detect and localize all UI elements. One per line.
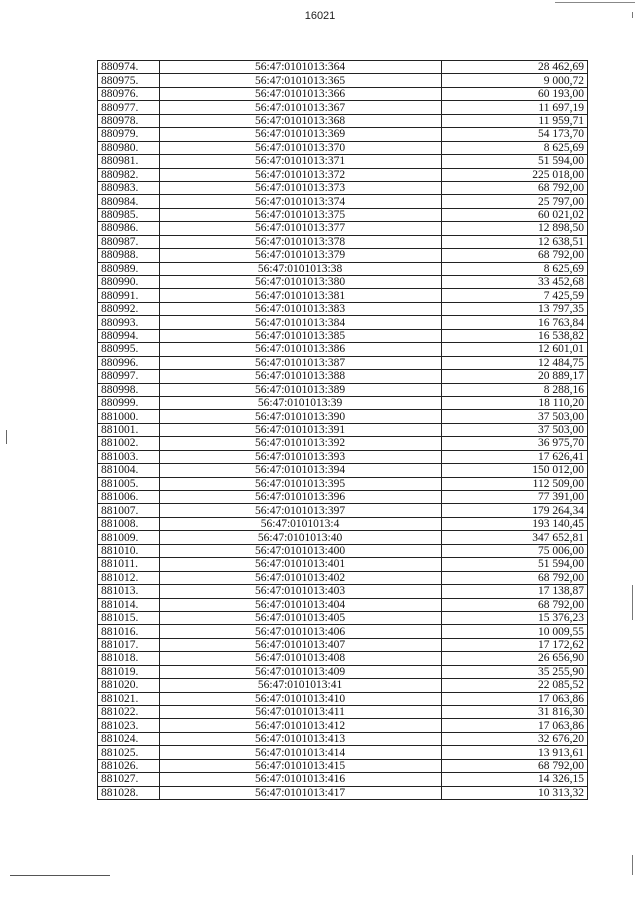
cadastral-value: 18 110,20: [441, 396, 588, 409]
row-number: 881017.: [98, 638, 160, 651]
table-row: [98, 706, 588, 719]
cadastral-number: 56:47:0101013:364: [159, 61, 441, 74]
cadastral-number: 56:47:0101013:38: [159, 262, 441, 275]
table-row: [98, 74, 588, 87]
table-row: [98, 155, 588, 168]
table-row: [98, 491, 588, 504]
cadastral-value: 11 697,19: [441, 101, 588, 114]
cadastral-number: 56:47:0101013:415: [159, 759, 441, 772]
cadastral-number: 56:47:0101013:392: [159, 437, 441, 450]
cadastral-value: 20 889,17: [441, 370, 588, 383]
cadastral-value: 17 063,86: [441, 719, 588, 732]
cadastral-value: 15 376,23: [441, 611, 588, 624]
table-row: [98, 611, 588, 624]
cadastral-number: 56:47:0101013:378: [159, 235, 441, 248]
cadastral-value: 12 898,50: [441, 222, 588, 235]
cadastral-value: 75 006,00: [441, 544, 588, 557]
scan-edge-mark: [6, 430, 7, 444]
table-row: [98, 786, 588, 799]
table-row: [98, 732, 588, 745]
cadastral-value: 26 656,90: [441, 652, 588, 665]
table-row: [98, 423, 588, 436]
cadastral-number: 56:47:0101013:404: [159, 598, 441, 611]
cadastral-number: 56:47:0101013:386: [159, 343, 441, 356]
row-number: 880993.: [98, 316, 160, 329]
table-row: [98, 638, 588, 651]
table-row: [98, 181, 588, 194]
cadastral-number: 56:47:0101013:406: [159, 625, 441, 638]
row-number: 880983.: [98, 181, 160, 194]
row-number: 880996.: [98, 356, 160, 369]
table-row: [98, 302, 588, 315]
cadastral-value: 8 288,16: [441, 383, 588, 396]
cadastral-number: 56:47:0101013:403: [159, 585, 441, 598]
table-row: [98, 61, 588, 74]
cadastral-number: 56:47:0101013:384: [159, 316, 441, 329]
table-row: [98, 195, 588, 208]
row-number: 880985.: [98, 208, 160, 221]
cadastral-number: 56:47:0101013:381: [159, 289, 441, 302]
cadastral-number: 56:47:0101013:405: [159, 611, 441, 624]
cadastral-number: 56:47:0101013:383: [159, 302, 441, 315]
table-row: [98, 450, 588, 463]
cadastral-value: 12 601,01: [441, 343, 588, 356]
row-number: 880977.: [98, 101, 160, 114]
table-row: [98, 665, 588, 678]
row-number: 881021.: [98, 692, 160, 705]
cadastral-value: 33 452,68: [441, 276, 588, 289]
table-row: [98, 531, 588, 544]
cadastral-number: 56:47:0101013:365: [159, 74, 441, 87]
row-number: 880981.: [98, 155, 160, 168]
cadastral-value: 16 763,84: [441, 316, 588, 329]
row-number: 880980.: [98, 141, 160, 154]
cadastral-number: 56:47:0101013:411: [159, 706, 441, 719]
table-row: [98, 625, 588, 638]
cadastral-value: 22 085,52: [441, 679, 588, 692]
cadastral-value: 347 652,81: [441, 531, 588, 544]
row-number: 881009.: [98, 531, 160, 544]
row-number: 880989.: [98, 262, 160, 275]
cadastral-number: 56:47:0101013:391: [159, 423, 441, 436]
row-number: 881018.: [98, 652, 160, 665]
cadastral-number: 56:47:0101013:417: [159, 786, 441, 799]
cadastral-number: 56:47:0101013:367: [159, 101, 441, 114]
row-number: 880997.: [98, 370, 160, 383]
row-number: 880984.: [98, 195, 160, 208]
scan-edge-mark: [632, 585, 633, 620]
row-number: 881000.: [98, 410, 160, 423]
cadastral-value: 8 625,69: [441, 262, 588, 275]
row-number: 880999.: [98, 396, 160, 409]
row-number: 881022.: [98, 706, 160, 719]
cadastral-value: 60 021,02: [441, 208, 588, 221]
cadastral-number: 56:47:0101013:389: [159, 383, 441, 396]
row-number: 881013.: [98, 585, 160, 598]
cadastral-number: 56:47:0101013:409: [159, 665, 441, 678]
table-row: [98, 356, 588, 369]
table-row: [98, 141, 588, 154]
scan-edge-mark: [632, 855, 633, 875]
cadastral-number: 56:47:0101013:41: [159, 679, 441, 692]
table-row: [98, 222, 588, 235]
cadastral-value: 35 255,90: [441, 665, 588, 678]
cadastral-value: 11 959,71: [441, 114, 588, 127]
cadastral-number: 56:47:0101013:396: [159, 491, 441, 504]
cadastral-number: 56:47:0101013:39: [159, 396, 441, 409]
table-row: [98, 558, 588, 571]
row-number: 880978.: [98, 114, 160, 127]
cadastral-number: 56:47:0101013:377: [159, 222, 441, 235]
row-number: 881026.: [98, 759, 160, 772]
table-row: [98, 464, 588, 477]
cadastral-number: 56:47:0101013:369: [159, 128, 441, 141]
row-number: 880991.: [98, 289, 160, 302]
cadastral-value: 54 173,70: [441, 128, 588, 141]
row-number: 881002.: [98, 437, 160, 450]
row-number: 880975.: [98, 74, 160, 87]
cadastral-value: 51 594,00: [441, 155, 588, 168]
cadastral-value: 17 626,41: [441, 450, 588, 463]
cadastral-value: 37 503,00: [441, 410, 588, 423]
row-number: 881011.: [98, 558, 160, 571]
cadastral-value: 68 792,00: [441, 249, 588, 262]
table-row: [98, 544, 588, 557]
table-row: [98, 679, 588, 692]
table-row: [98, 719, 588, 732]
cadastral-value: 13 913,61: [441, 746, 588, 759]
table-row: [98, 773, 588, 786]
cadastral-number: 56:47:0101013:400: [159, 544, 441, 557]
cadastral-value: 17 172,62: [441, 638, 588, 651]
row-number: 881004.: [98, 464, 160, 477]
table-row: [98, 746, 588, 759]
table-row: [98, 289, 588, 302]
cadastral-number: 56:47:0101013:393: [159, 450, 441, 463]
cadastral-number: 56:47:0101013:366: [159, 87, 441, 100]
table-row: [98, 585, 588, 598]
scan-edge-mark: [632, 12, 633, 18]
cadastral-number: 56:47:0101013:416: [159, 773, 441, 786]
cadastral-number: 56:47:0101013:387: [159, 356, 441, 369]
cadastral-number: 56:47:0101013:407: [159, 638, 441, 651]
cadastral-number: 56:47:0101013:372: [159, 168, 441, 181]
table-row: [98, 316, 588, 329]
cadastral-value: 10 009,55: [441, 625, 588, 638]
table-row: [98, 208, 588, 221]
cadastral-number: 56:47:0101013:402: [159, 571, 441, 584]
table-row: [98, 598, 588, 611]
cadastral-value: 17 063,86: [441, 692, 588, 705]
cadastral-value: 68 792,00: [441, 759, 588, 772]
cadastral-value: 51 594,00: [441, 558, 588, 571]
table-row: [98, 128, 588, 141]
cadastral-value: 8 625,69: [441, 141, 588, 154]
cadastral-number: 56:47:0101013:413: [159, 732, 441, 745]
row-number: 880988.: [98, 249, 160, 262]
cadastral-number: 56:47:0101013:412: [159, 719, 441, 732]
table-body: [98, 61, 588, 800]
cadastral-number: 56:47:0101013:368: [159, 114, 441, 127]
row-number: 880992.: [98, 302, 160, 315]
row-number: 880998.: [98, 383, 160, 396]
footnote-rule: [10, 875, 110, 876]
row-number: 881006.: [98, 491, 160, 504]
row-number: 881008.: [98, 517, 160, 530]
row-number: 881012.: [98, 571, 160, 584]
row-number: 881028.: [98, 786, 160, 799]
row-number: 881005.: [98, 477, 160, 490]
row-number: 881001.: [98, 423, 160, 436]
page-number: 16021: [304, 10, 336, 22]
cadastral-value: 36 975,70: [441, 437, 588, 450]
cadastral-number: 56:47:0101013:371: [159, 155, 441, 168]
table-row: [98, 477, 588, 490]
cadastral-number: 56:47:0101013:410: [159, 692, 441, 705]
row-number: 880995.: [98, 343, 160, 356]
cadastral-number: 56:47:0101013:401: [159, 558, 441, 571]
cadastral-value: 10 313,32: [441, 786, 588, 799]
table-row: [98, 114, 588, 127]
cadastral-number: 56:47:0101013:395: [159, 477, 441, 490]
cadastral-number: 56:47:0101013:374: [159, 195, 441, 208]
cadastral-value: 179 264,34: [441, 504, 588, 517]
cadastral-value: 68 792,00: [441, 598, 588, 611]
cadastral-number: 56:47:0101013:408: [159, 652, 441, 665]
cadastral-value: 16 538,82: [441, 329, 588, 342]
row-number: 880990.: [98, 276, 160, 289]
table-row: [98, 571, 588, 584]
row-number: 881027.: [98, 773, 160, 786]
table-row: [98, 504, 588, 517]
table-row: [98, 410, 588, 423]
table-row: [98, 437, 588, 450]
cadastral-value: 31 816,30: [441, 706, 588, 719]
cadastral-value: 77 391,00: [441, 491, 588, 504]
table-row: [98, 343, 588, 356]
row-number: 880994.: [98, 329, 160, 342]
row-number: 881003.: [98, 450, 160, 463]
table-row: [98, 235, 588, 248]
cadastral-value: 32 676,20: [441, 732, 588, 745]
row-number: 881020.: [98, 679, 160, 692]
row-number: 881015.: [98, 611, 160, 624]
row-number: 881019.: [98, 665, 160, 678]
table-row: [98, 396, 588, 409]
cadastral-number: 56:47:0101013:379: [159, 249, 441, 262]
cadastral-number: 56:47:0101013:4: [159, 517, 441, 530]
cadastral-value: 7 425,59: [441, 289, 588, 302]
cadastral-number: 56:47:0101013:397: [159, 504, 441, 517]
cadastral-value: 60 193,00: [441, 87, 588, 100]
cadastral-number: 56:47:0101013:388: [159, 370, 441, 383]
row-number: 880982.: [98, 168, 160, 181]
cadastral-value: 68 792,00: [441, 181, 588, 194]
row-number: 881025.: [98, 746, 160, 759]
table-row: [98, 370, 588, 383]
table-row: [98, 276, 588, 289]
table-row: [98, 329, 588, 342]
cadastral-value: 9 000,72: [441, 74, 588, 87]
cadastral-value: 150 012,00: [441, 464, 588, 477]
row-number: 881010.: [98, 544, 160, 557]
table-row: [98, 692, 588, 705]
cadastral-value: 37 503,00: [441, 423, 588, 436]
row-number: 880986.: [98, 222, 160, 235]
table-row: [98, 249, 588, 262]
table-row: [98, 101, 588, 114]
cadastral-number: 56:47:0101013:373: [159, 181, 441, 194]
row-number: 880976.: [98, 87, 160, 100]
cadastral-number: 56:47:0101013:375: [159, 208, 441, 221]
cadastral-number: 56:47:0101013:414: [159, 746, 441, 759]
table-row: [98, 262, 588, 275]
table-row: [98, 517, 588, 530]
row-number: 881014.: [98, 598, 160, 611]
cadastral-value: 17 138,87: [441, 585, 588, 598]
cadastral-number: 56:47:0101013:385: [159, 329, 441, 342]
row-number: 881007.: [98, 504, 160, 517]
cadastral-value: 14 326,15: [441, 773, 588, 786]
table-row: [98, 759, 588, 772]
cadastral-number: 56:47:0101013:390: [159, 410, 441, 423]
row-number: 881016.: [98, 625, 160, 638]
cadastral-number: 56:47:0101013:380: [159, 276, 441, 289]
row-number: 880987.: [98, 235, 160, 248]
row-number: 881024.: [98, 732, 160, 745]
row-number: 880974.: [98, 61, 160, 74]
top-edge-rule: [555, 2, 635, 3]
cadastral-value: 193 140,45: [441, 517, 588, 530]
cadastral-value: 28 462,69: [441, 61, 588, 74]
cadastral-value: 13 797,35: [441, 302, 588, 315]
cadastral-number: 56:47:0101013:40: [159, 531, 441, 544]
table-row: [98, 168, 588, 181]
cadastral-value: 12 484,75: [441, 356, 588, 369]
cadastral-number: 56:47:0101013:370: [159, 141, 441, 154]
cadastral-value: 112 509,00: [441, 477, 588, 490]
table-row: [98, 87, 588, 100]
row-number: 881023.: [98, 719, 160, 732]
cadastral-value: 25 797,00: [441, 195, 588, 208]
cadastral-number: 56:47:0101013:394: [159, 464, 441, 477]
cadastral-value: 68 792,00: [441, 571, 588, 584]
table-row: [98, 383, 588, 396]
cadastral-value: 225 018,00: [441, 168, 588, 181]
table-row: [98, 652, 588, 665]
row-number: 880979.: [98, 128, 160, 141]
cadastral-value: 12 638,51: [441, 235, 588, 248]
cadastral-value-table: [97, 60, 588, 800]
